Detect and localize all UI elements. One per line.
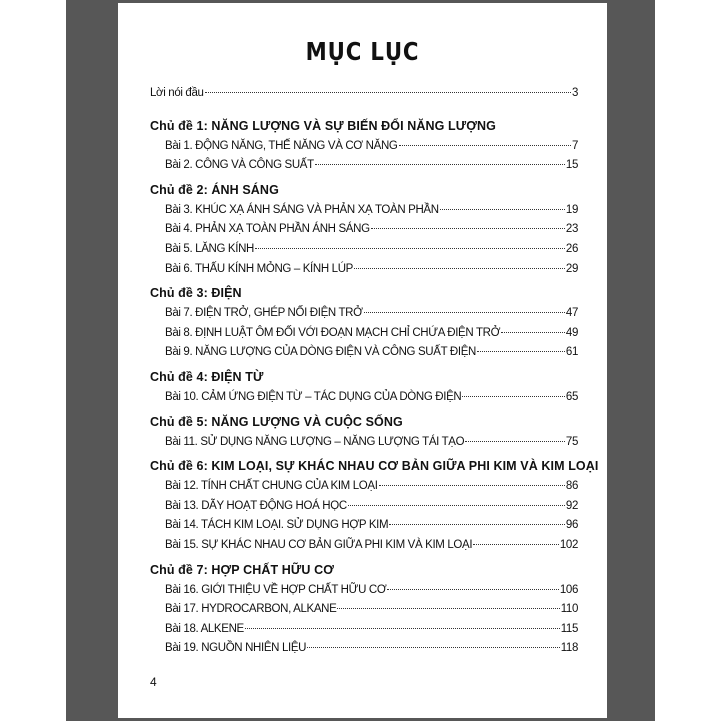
toc-group-title[interactable]: Chủ đề 4: ĐIỆN TỪ [150,369,264,384]
toc-entry-page: 118 [560,642,578,655]
dot-leader [371,228,565,229]
toc-entry[interactable] [150,240,578,260]
toc-entry-label: Bài 18. ALKENE [165,622,244,635]
toc-entry-page: 96 [565,519,578,532]
toc-entry-label: Bài 12. TÍNH CHẤT CHUNG CỦA KIM LOẠI [165,480,378,493]
toc-entry-page: 102 [559,538,578,551]
toc-entry-label: Bài 2. CÔNG VÀ CÔNG SUẤT [165,159,314,172]
toc-entry[interactable] [150,620,578,640]
dot-leader [387,589,558,590]
dot-leader [354,268,565,269]
toc-entry-label: Bài 7. ĐIỆN TRỞ, GHÉP NỐI ĐIỆN TRỞ [165,307,363,320]
toc-entry-page: 49 [565,326,578,339]
toc-group-title[interactable]: Chủ đề 5: NĂNG LƯỢNG VÀ CUỘC SỐNG [150,414,403,429]
toc-group [150,560,578,659]
toc-entry-page: 23 [565,223,578,236]
toc-entry-page: 106 [559,583,578,596]
toc-group-title[interactable]: Chủ đề 7: HỢP CHẤT HỮU CƠ [150,562,334,577]
dot-leader [465,441,565,442]
dot-leader [501,332,565,333]
toc-entry-label: Bài 11. SỬ DỤNG NĂNG LƯỢNG – NĂNG LƯỢNG TÁI TẠO [165,435,465,448]
toc-entry-intro[interactable] [150,84,578,104]
toc-entry-page: 3 [571,87,578,99]
toc-entry-label: Bài 9. NĂNG LƯỢNG CỦA DÒNG ĐIỆN VÀ CÔNG SUẤT ĐIỆN [165,346,476,359]
dot-leader [205,92,571,93]
toc-entry[interactable] [150,220,578,240]
toc-entry-page: 92 [565,499,578,512]
dot-leader [462,396,565,397]
toc-entry[interactable] [150,581,578,601]
toc-entry-page: 47 [565,307,578,320]
document-page [118,3,607,718]
toc-entry-page: 29 [565,262,578,275]
dot-leader [389,524,565,525]
toc-entry-page: 61 [565,346,578,359]
toc-entry-label: Bài 3. KHÚC XẠ ÁNH SÁNG VÀ PHẢN XẠ TOÀN PHẦN [165,203,439,216]
toc-entry[interactable] [150,477,578,497]
toc-entry-label: Lời nói đầu [150,87,204,99]
toc-entry-label: Bài 19. NGUỒN NHIÊN LIỆU [165,642,307,655]
dot-leader [245,628,560,629]
toc-group [150,456,599,555]
toc-entry[interactable] [150,201,578,221]
toc-entry-label: Bài 10. CẢM ỨNG ĐIỆN TỪ – TÁC DỤNG CỦA DÒNG ĐIỆN [165,390,462,403]
toc-entry-page: 15 [565,159,578,172]
toc-entry[interactable] [150,388,578,408]
toc-entry[interactable] [150,260,578,280]
toc-entry[interactable] [150,343,578,363]
toc-entry[interactable] [150,516,578,536]
toc-entry[interactable] [150,156,578,176]
dot-leader [255,248,565,249]
toc-entry[interactable] [150,324,578,344]
dot-leader [399,145,571,146]
toc-group [150,283,578,363]
dot-leader [473,544,559,545]
toc-entry[interactable] [150,497,578,517]
toc-entry-page: 65 [565,390,578,403]
dot-leader [364,312,565,313]
toc-group-title[interactable]: Chủ đề 6: KIM LOẠI, SỰ KHÁC NHAU CƠ BẢN GIỮA PHI KIM VÀ KIM LOẠI [150,459,599,474]
toc-group-title[interactable]: Chủ đề 1: NĂNG LƯỢNG VÀ SỰ BIẾN ĐỔI NĂNG LƯỢNG [150,118,496,133]
toc-group-title[interactable]: Chủ đề 2: ÁNH SÁNG [150,182,279,197]
toc-group-title[interactable]: Chủ đề 3: ĐIỆN [150,286,242,301]
toc-entry-label: Bài 13. DÃY HOẠT ĐỘNG HOÁ HỌC [165,499,347,512]
toc-entry-page: 7 [571,139,578,152]
toc-entry[interactable] [150,433,578,453]
dot-leader [315,164,565,165]
page-title: MỤC LỤC [305,37,420,66]
toc-entry-page: 75 [565,435,578,448]
toc-entry-label: Bài 8. ĐỊNH LUẬT ÔM ĐỐI VỚI ĐOẠN MẠCH CHỈ CHỨA ĐIỆN TRỞ [165,326,501,339]
toc-entry-page: 26 [565,242,578,255]
toc-group [150,412,578,453]
dot-leader [440,209,565,210]
toc-entry-page: 115 [560,622,578,635]
toc-entry-page: 110 [560,603,578,616]
toc-entry-label: Bài 4. PHẢN XẠ TOÀN PHẦN ÁNH SÁNG [165,223,370,236]
toc-entry[interactable] [150,536,578,556]
toc-entry[interactable] [150,600,578,620]
toc-entry-label: Bài 17. HYDROCARBON, ALKANE [165,603,337,616]
toc-entry-label: Bài 16. GIỚI THIỆU VỀ HỢP CHẤT HỮU CƠ [165,583,387,596]
toc-entry-label: Bài 6. THẤU KÍNH MỎNG – KÍNH LÚP [165,262,353,275]
toc-entry-label: Bài 1. ĐỘNG NĂNG, THẾ NĂNG VÀ CƠ NĂNG [165,139,398,152]
table-of-contents [150,84,599,659]
toc-entry-label: Bài 5. LĂNG KÍNH [165,242,254,255]
toc-entry-page: 19 [565,203,578,216]
toc-entry-label: Bài 14. TÁCH KIM LOẠI. SỬ DỤNG HỢP KIM [165,519,389,532]
toc-group [150,180,578,279]
toc-entry[interactable] [150,304,578,324]
toc-entry[interactable] [150,137,578,157]
toc-group [150,116,578,176]
toc-entry-label: Bài 15. SỰ KHÁC NHAU CƠ BẢN GIỮA PHI KIM VÀ KIM LOẠI [165,538,473,551]
toc-entry-page: 86 [565,480,578,493]
dot-leader [307,647,560,648]
dot-leader [337,608,559,609]
page-number: 4 [150,675,157,689]
toc-entry[interactable] [150,639,578,659]
dot-leader [379,485,565,486]
toc-group [150,367,578,408]
dot-leader [348,505,565,506]
dot-leader [477,351,565,352]
